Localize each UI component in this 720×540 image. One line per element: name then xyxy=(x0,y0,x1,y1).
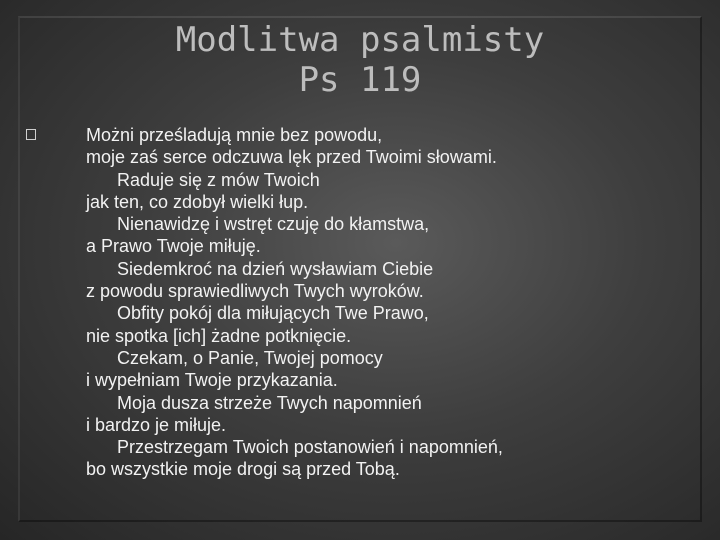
square-bullet-icon xyxy=(26,129,36,140)
psalm-line: Nienawidzę i wstręt czuję do kłamstwa, xyxy=(117,214,430,235)
psalm-line: z powodu sprawiedliwych Twych wyroków. xyxy=(86,281,424,302)
psalm-line: Możni prześladują mnie bez powodu, xyxy=(86,125,383,145)
psalm-line: jak ten, co zdobył wielki łup. xyxy=(86,191,309,212)
psalm-line: nie spotka [ich] żadne potknięcie. xyxy=(86,325,352,346)
psalm-line: Moja dusza strzeże Twych napomnień xyxy=(117,392,422,413)
psalm-line: Obfity pokój dla miłujących Twe Prawo, xyxy=(117,303,429,324)
slide-title-line-2: Ps 119 xyxy=(298,60,422,100)
psalm-line: a Prawo Twoje miłuję. xyxy=(86,236,261,257)
psalm-line: i bardzo je miłuje. xyxy=(86,414,227,435)
psalm-line: Raduje się z mów Twoich xyxy=(117,169,320,190)
slide-title xyxy=(0,20,720,100)
psalm-line: moje zaś serce odczuwa lęk przed Twoimi słowami. xyxy=(86,147,497,168)
psalm-line: i wypełniam Twoje przykazania. xyxy=(86,370,338,391)
psalm-text-block xyxy=(86,124,706,481)
psalm-line: Siedemkroć na dzień wysławiam Ciebie xyxy=(117,258,434,279)
psalm-line: Czekam, o Panie, Twojej pomocy xyxy=(117,347,383,368)
slide-title-line-1: Modlitwa psalmisty xyxy=(175,20,545,60)
psalm-line: bo wszystkie moje drogi są przed Tobą. xyxy=(86,459,400,480)
psalm-line: Przestrzegam Twoich postanowień i napomnień, xyxy=(117,437,503,458)
